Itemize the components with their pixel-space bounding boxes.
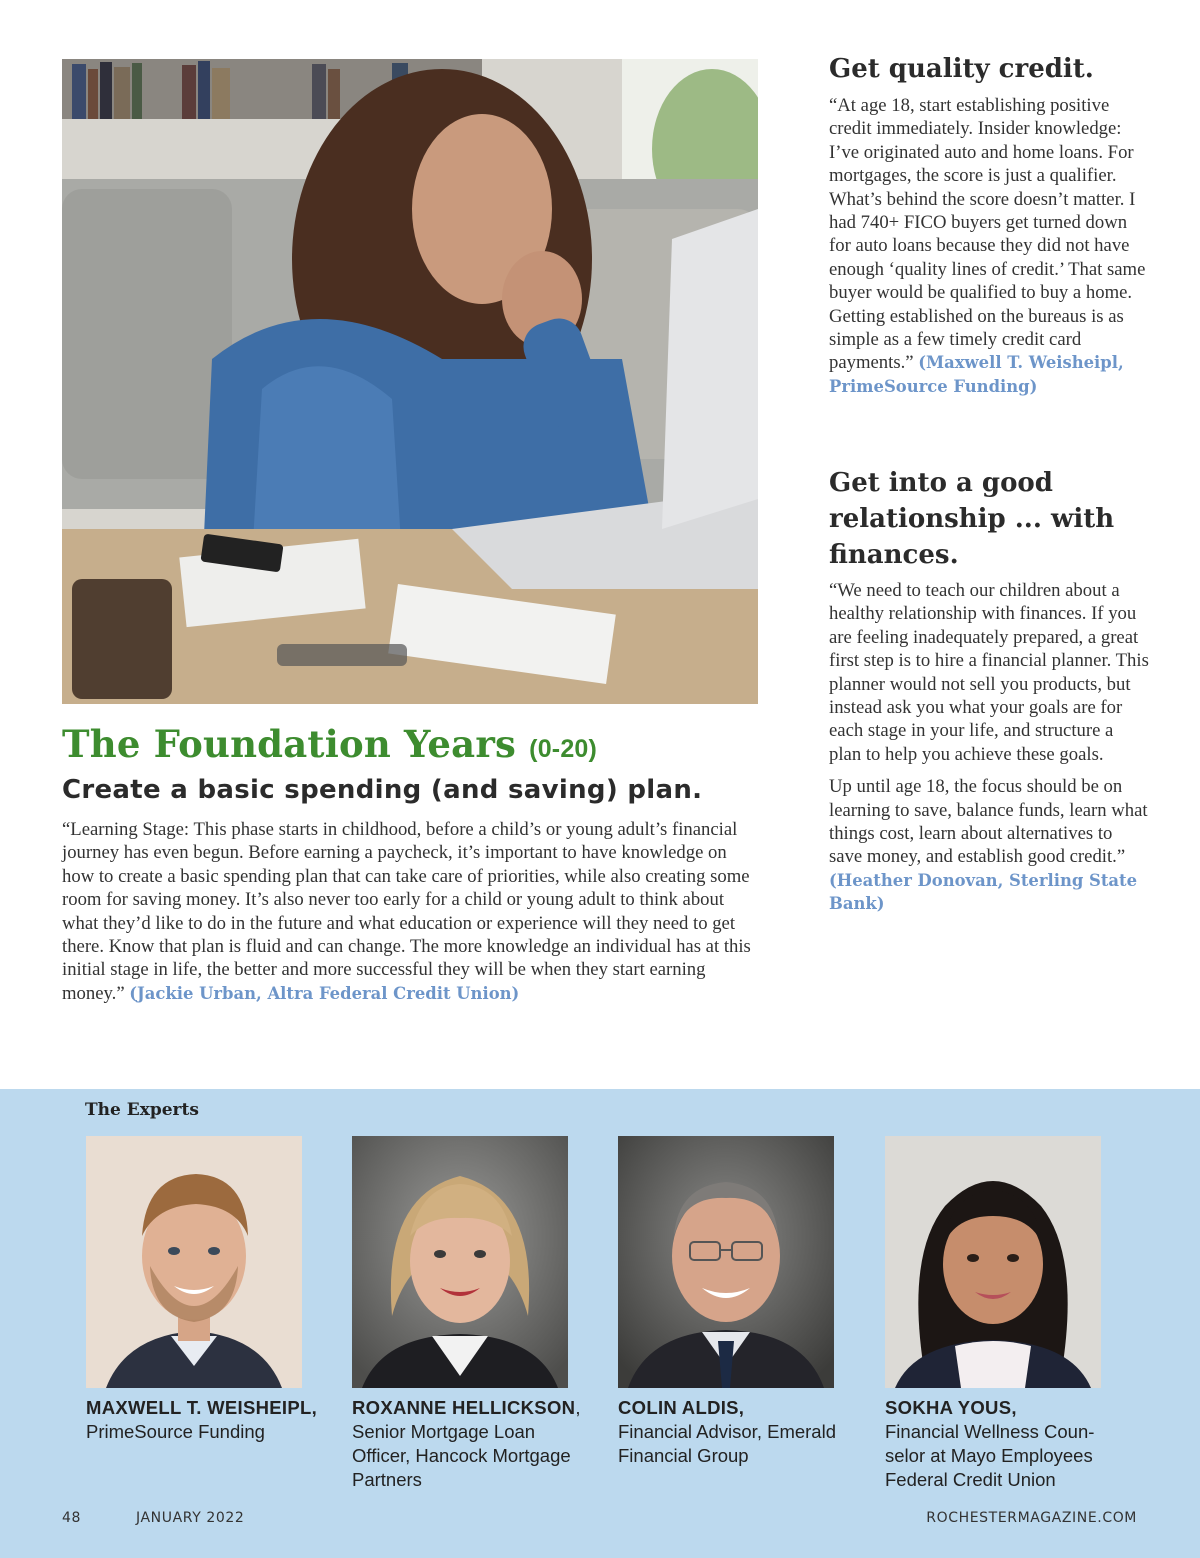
relationship-paragraph-2-text: Up until age 18, the focus should be on learning to save, balance funds, learn what things cost, learn about alternatives to save money, and establish good credit.” bbox=[829, 776, 1148, 868]
expert-card-maxwell bbox=[86, 1136, 336, 1444]
expert-role: Financial Wellness Coun-selor at Mayo Employees Federal Credit Union bbox=[885, 1421, 1095, 1490]
relationship-quote bbox=[829, 579, 1149, 916]
experts-title: The Experts bbox=[85, 1100, 199, 1120]
credit-heading: Get quality credit. bbox=[829, 54, 1094, 84]
expert-card-roxanne bbox=[352, 1136, 602, 1492]
expert-portrait bbox=[885, 1136, 1101, 1388]
expert-name: ROXANNE HELLICKSON bbox=[352, 1397, 576, 1418]
expert-portrait bbox=[352, 1136, 568, 1388]
credit-attribution: (Maxwell T. Weisheipl, PrimeSource Funding) bbox=[829, 353, 1124, 396]
expert-caption bbox=[618, 1396, 868, 1468]
age-range: (0-20) bbox=[529, 735, 598, 763]
expert-card-sokha bbox=[885, 1136, 1135, 1492]
section-title bbox=[62, 722, 762, 766]
main-quote bbox=[62, 818, 762, 1005]
expert-name-line bbox=[352, 1396, 602, 1420]
expert-name-suffix: , bbox=[575, 1397, 581, 1418]
expert-card-colin bbox=[618, 1136, 868, 1468]
expert-role: PrimeSource Funding bbox=[86, 1421, 265, 1442]
hero-photo bbox=[62, 59, 758, 704]
expert-caption bbox=[86, 1396, 336, 1444]
website: ROCHESTERMAGAZINE.COM bbox=[926, 1510, 1137, 1526]
relationship-paragraph-2 bbox=[829, 775, 1149, 915]
expert-name: COLIN ALDIS, bbox=[618, 1397, 745, 1418]
credit-quote bbox=[829, 94, 1149, 398]
expert-role: Financial Advisor, Emerald Financial Group bbox=[618, 1421, 836, 1466]
section-title-text: The Foundation Years bbox=[62, 722, 517, 766]
section-subtitle: Create a basic spending (and saving) plan. bbox=[62, 775, 703, 805]
expert-portrait bbox=[86, 1136, 302, 1388]
expert-caption bbox=[352, 1396, 602, 1492]
expert-portrait bbox=[618, 1136, 834, 1388]
main-quote-text: “Learning Stage: This phase starts in childhood, before a child’s or young adult’s financial journey has even begun. Before earning a paycheck, it’s important to have knowledge on how to create a basic spending plan that can take care of priorities, while also creating some room for saving money. It’s also never too early for a child or young adult to think about what they’d like to do in the future and what education or experience will they need to get there. Know that plan is fluid and can change. The more knowledge an individual has at this initial stage in life, the better and more successful they will be when they start earning money.” bbox=[62, 819, 751, 1004]
issue-date: JANUARY 2022 bbox=[136, 1510, 245, 1526]
page-number: 48 bbox=[62, 1510, 82, 1526]
relationship-paragraph-1: “We need to teach our children about a healthy relationship with finances. If you are feeling inadequately prepared, a great first step is to hire a financial planner. This planner would not sell you products, but instead ask you what your goals are for each stage in your life, and structure a plan to help you achieve these goals. bbox=[829, 580, 1149, 765]
main-attribution: (Jackie Urban, Altra Federal Credit Union) bbox=[129, 983, 520, 1003]
relationship-heading: Get into a good relationship ... with finances. bbox=[829, 468, 1115, 570]
credit-quote-text: “At age 18, start establishing positive credit immediately. Insider knowledge: I’ve originated auto and home loans. For mortgages, the score is just a qualifier. What’s behind the score doesn’t matter. I had 740+ FICO buyers get turned down for auto loans because they did not have enough ‘quality lines of credit.’ That same buyer would be qualified to buy a home. Getting established on the bureaus is as simple as a few timely credit card payments.” bbox=[829, 95, 1146, 374]
expert-role: Senior Mortgage Loan Officer, Hancock Mortgage Partners bbox=[352, 1421, 571, 1490]
expert-name: MAXWELL T. WEISHEIPL, bbox=[86, 1397, 318, 1418]
relationship-attribution: (Heather Donovan, Sterling State Bank) bbox=[829, 870, 1138, 914]
expert-name: SOKHA YOUS, bbox=[885, 1397, 1017, 1418]
expert-caption bbox=[885, 1396, 1135, 1492]
